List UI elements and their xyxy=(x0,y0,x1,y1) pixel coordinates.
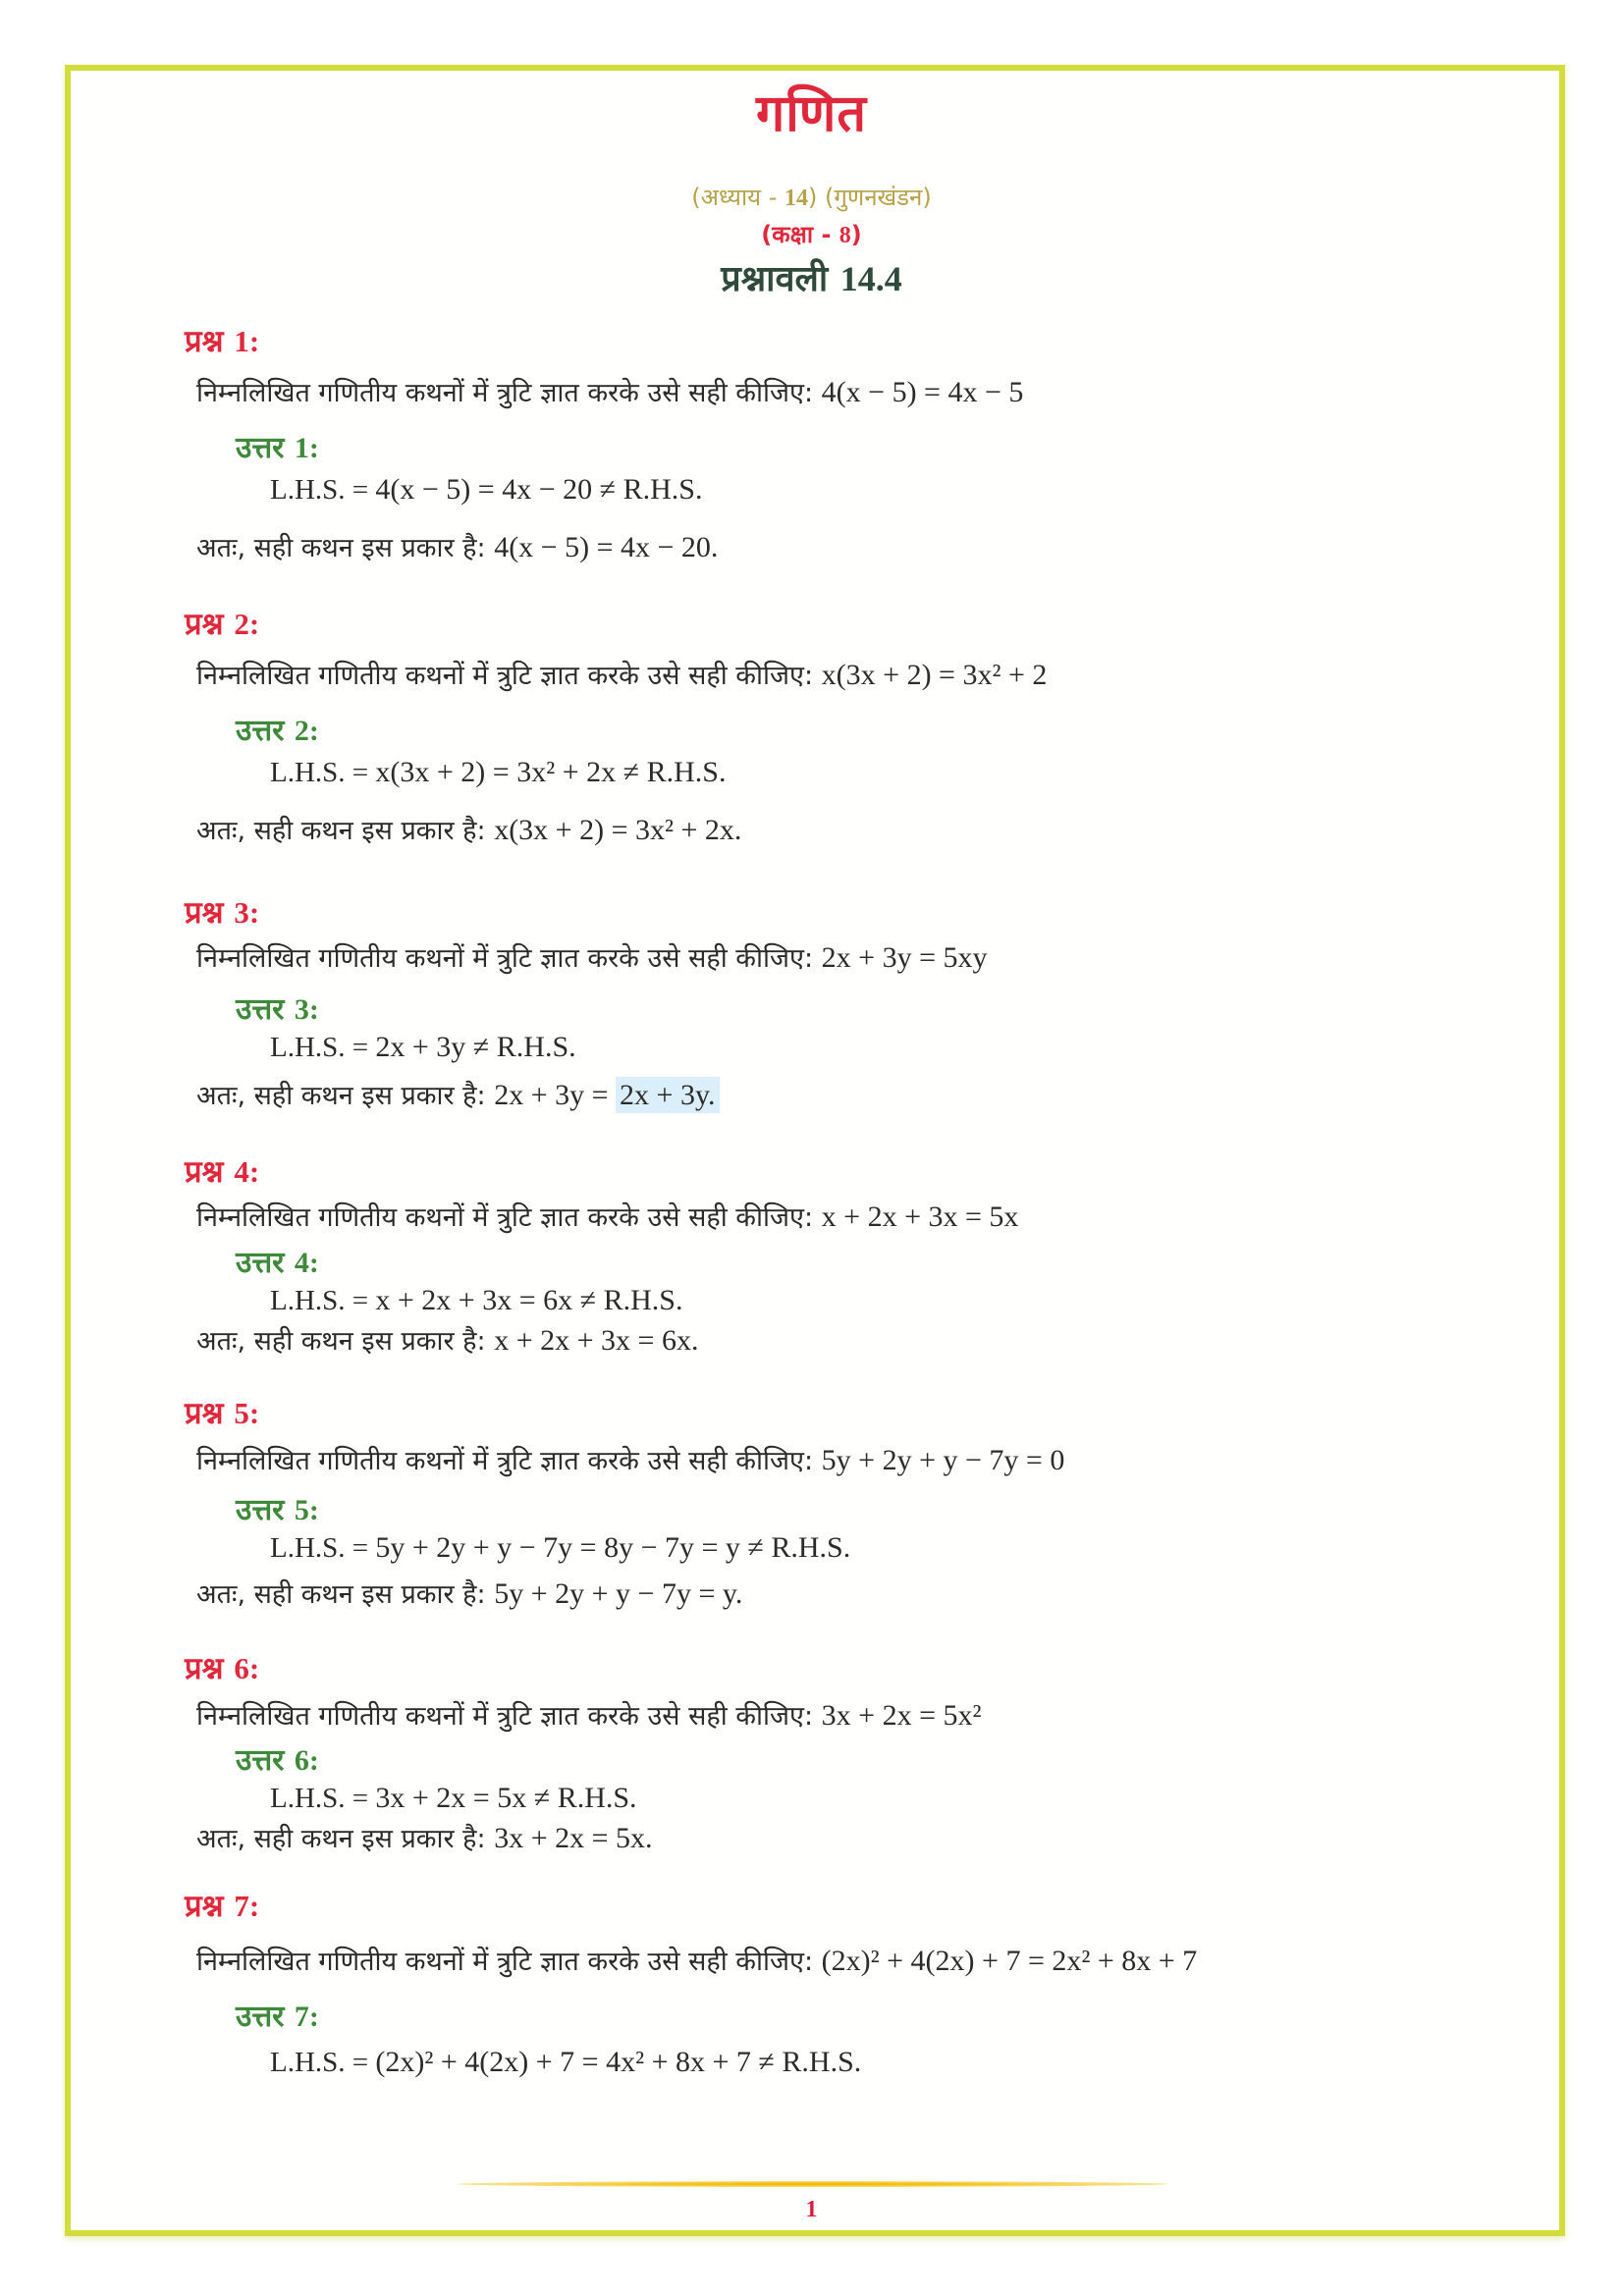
question-number: 2: xyxy=(234,607,260,641)
answer-number: 3: xyxy=(294,993,319,1026)
lhs-expression: x(3x + 2) = 3x² + 2x ≠ R.H.S. xyxy=(375,756,727,788)
answer-3-conclusion xyxy=(196,1076,720,1112)
question-3-label xyxy=(185,891,259,933)
lhs-expression: 2x + 3y ≠ R.H.S. xyxy=(375,1031,576,1063)
answer-word: उत्तर xyxy=(236,1743,295,1778)
answer-6-conclusion xyxy=(196,1819,653,1855)
answer-word: उत्तर xyxy=(236,714,295,748)
exercise-number: 14.4 xyxy=(839,259,902,298)
question-word: प्रश्न xyxy=(185,1889,235,1924)
question-number: 3: xyxy=(234,895,260,930)
answer-5-lhs xyxy=(270,1531,850,1565)
conclusion-expression: 2x + 3y = xyxy=(494,1079,617,1111)
question-prompt: निम्नलिखित गणितीय कथनों में त्रुटि ज्ञात करके उसे सही कीजिए: xyxy=(196,943,822,974)
answer-number: 6: xyxy=(294,1744,319,1777)
question-statement: 2x + 3y = 5xy xyxy=(821,941,988,974)
answer-word: उत्तर xyxy=(236,2000,295,2034)
answer-number: 5: xyxy=(294,1494,319,1526)
class-number: 8 xyxy=(839,223,851,248)
conclusion-prefix: अतः, सही कथन इस प्रकार है: xyxy=(196,1326,495,1357)
question-3-text xyxy=(196,938,988,975)
footer-divider xyxy=(457,2181,1168,2187)
answer-6-label xyxy=(236,1738,319,1779)
answer-word: उत्तर xyxy=(236,992,295,1027)
question-prompt: निम्नलिखित गणितीय कथनों में त्रुटि ज्ञात करके उसे सही कीजिए: xyxy=(196,1202,822,1233)
exercise-word: प्रश्नावली xyxy=(721,259,840,299)
question-7-text xyxy=(196,1942,1197,1978)
answer-5-label xyxy=(236,1488,319,1528)
question-word: प्रश्न xyxy=(185,1396,235,1431)
lhs-label: L.H.S. = xyxy=(270,1532,376,1564)
question-number: 4: xyxy=(234,1154,260,1189)
question-word: प्रश्न xyxy=(185,324,235,359)
page-number: 1 xyxy=(805,2197,818,2222)
question-6-text xyxy=(196,1696,982,1733)
question-5-text xyxy=(196,1441,1064,1477)
question-number: 7: xyxy=(234,1889,260,1923)
answer-3-lhs xyxy=(270,1031,576,1064)
question-prompt: निम्नलिखित गणितीय कथनों में त्रुटि ज्ञात करके उसे सही कीजिए: xyxy=(196,1701,822,1732)
conclusion-expression: x + 2x + 3x = 6x. xyxy=(494,1324,699,1357)
question-2-text xyxy=(196,656,1047,692)
lhs-label: L.H.S. = xyxy=(270,757,376,788)
exercise-title xyxy=(0,253,1623,301)
question-prompt: निम्नलिखित गणितीय कथनों में त्रुटि ज्ञात करके उसे सही कीजिए: xyxy=(196,661,822,691)
answer-number: 7: xyxy=(294,2001,319,2033)
answer-number: 4: xyxy=(294,1247,319,1279)
chapter-subtitle xyxy=(0,181,1623,213)
question-word: प्रश्न xyxy=(185,1154,235,1190)
conclusion-expression: 5y + 2y + y − 7y = y. xyxy=(494,1577,743,1610)
lhs-label: L.H.S. = xyxy=(270,474,376,506)
question-statement: 5y + 2y + y − 7y = 0 xyxy=(821,1444,1065,1476)
lhs-expression: 4(x − 5) = 4x − 20 ≠ R.H.S. xyxy=(375,473,703,506)
question-statement: 3x + 2x = 5x² xyxy=(821,1699,982,1732)
answer-7-lhs xyxy=(270,2046,861,2079)
lhs-expression: x + 2x + 3x = 6x ≠ R.H.S. xyxy=(375,1284,683,1316)
lhs-expression: (2x)² + 4(2x) + 7 = 4x² + 8x + 7 ≠ R.H.S. xyxy=(375,2046,862,2078)
answer-word: उत्तर xyxy=(236,1246,295,1280)
answer-1-label xyxy=(236,426,319,466)
conclusion-expression: x(3x + 2) = 3x² + 2x. xyxy=(494,814,742,846)
chapter-suffix: ) (गुणनखंडन) xyxy=(808,184,932,211)
class-prefix: (कक्षा - xyxy=(761,221,839,248)
answer-7-label xyxy=(236,1995,319,2035)
class-subtitle xyxy=(0,218,1623,250)
chapter-prefix: (अध्याय - xyxy=(691,184,784,211)
answer-4-lhs xyxy=(270,1284,682,1317)
highlighted-expression: 2x + 3y. xyxy=(616,1077,719,1113)
question-5-label xyxy=(185,1392,259,1433)
question-prompt: निम्नलिखित गणितीय कथनों में त्रुटि ज्ञात करके उसे सही कीजिए: xyxy=(196,1947,822,1977)
chapter-number: 14 xyxy=(784,186,808,211)
question-4-label xyxy=(185,1150,259,1192)
lhs-label: L.H.S. = xyxy=(270,1783,376,1814)
question-1-text xyxy=(196,373,1023,409)
question-6-label xyxy=(185,1647,259,1688)
question-4-text xyxy=(196,1198,1018,1234)
answer-word: उत्तर xyxy=(236,431,295,465)
class-suffix: ) xyxy=(850,221,862,248)
answer-2-lhs xyxy=(270,756,726,789)
question-prompt: निम्नलिखित गणितीय कथनों में त्रुटि ज्ञात करके उसे सही कीजिए: xyxy=(196,378,822,408)
question-prompt: निम्नलिखित गणितीय कथनों में त्रुटि ज्ञात करके उसे सही कीजिए: xyxy=(196,1446,822,1476)
answer-2-conclusion xyxy=(196,811,741,847)
question-word: प्रश्न xyxy=(185,1651,235,1686)
lhs-expression: 3x + 2x = 5x ≠ R.H.S. xyxy=(375,1782,637,1814)
conclusion-prefix: अतः, सही कथन इस प्रकार है: xyxy=(196,533,495,563)
question-2-label xyxy=(185,603,259,644)
question-statement: x(3x + 2) = 3x² + 2 xyxy=(821,659,1048,691)
answer-3-label xyxy=(236,988,319,1028)
lhs-label: L.H.S. = xyxy=(270,2047,376,2078)
question-statement: 4(x − 5) = 4x − 5 xyxy=(821,376,1024,408)
conclusion-prefix: अतः, सही कथन इस प्रकार है: xyxy=(196,1579,495,1610)
conclusion-prefix: अतः, सही कथन इस प्रकार है: xyxy=(196,816,495,846)
question-7-label xyxy=(185,1885,259,1926)
question-word: प्रश्न xyxy=(185,607,235,642)
question-statement: (2x)² + 4(2x) + 7 = 2x² + 8x + 7 xyxy=(821,1945,1198,1977)
question-number: 6: xyxy=(234,1651,260,1685)
question-statement: x + 2x + 3x = 5x xyxy=(821,1201,1019,1233)
answer-1-conclusion xyxy=(196,528,718,564)
answer-1-lhs xyxy=(270,473,702,507)
answer-2-label xyxy=(236,709,319,749)
answer-6-lhs xyxy=(270,1782,637,1815)
answer-word: उत्तर xyxy=(236,1493,295,1527)
conclusion-expression: 3x + 2x = 5x. xyxy=(494,1822,653,1854)
question-1-label xyxy=(185,320,259,361)
lhs-label: L.H.S. = xyxy=(270,1285,376,1316)
conclusion-prefix: अतः, सही कथन इस प्रकार है: xyxy=(196,1824,495,1854)
answer-number: 2: xyxy=(294,715,319,747)
lhs-expression: 5y + 2y + y − 7y = 8y − 7y = y ≠ R.H.S. xyxy=(375,1531,851,1564)
answer-5-conclusion xyxy=(196,1575,742,1611)
answer-number: 1: xyxy=(294,432,319,464)
question-word: प्रश्न xyxy=(185,895,235,931)
conclusion-prefix: अतः, सही कथन इस प्रकार है: xyxy=(196,1081,495,1111)
question-number: 5: xyxy=(234,1396,260,1430)
answer-4-conclusion xyxy=(196,1321,698,1358)
lhs-label: L.H.S. = xyxy=(270,1032,376,1063)
answer-4-label xyxy=(236,1241,319,1281)
page-title: गणित xyxy=(756,84,867,143)
question-number: 1: xyxy=(234,324,260,358)
conclusion-expression: 4(x − 5) = 4x − 20. xyxy=(494,531,719,563)
